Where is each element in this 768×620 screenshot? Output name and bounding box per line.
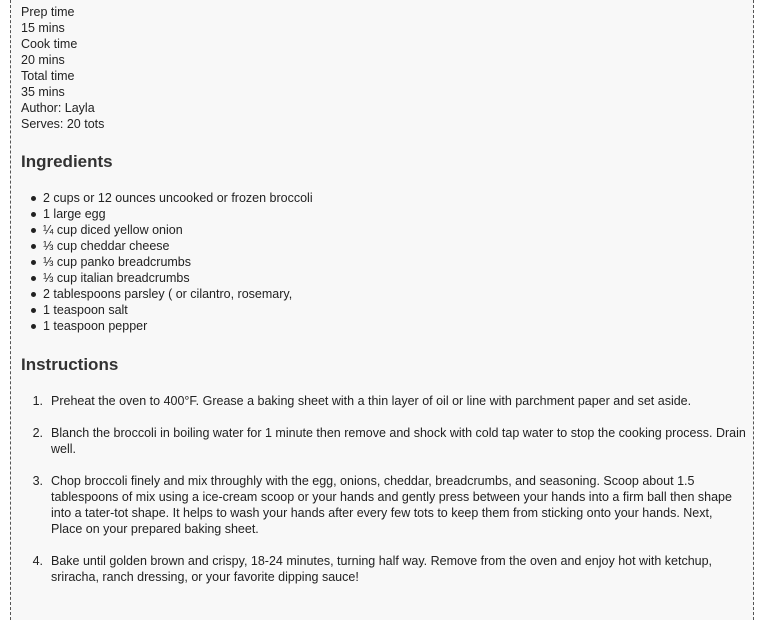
instruction-step [21,473,746,537]
step-text: Blanch the broccoli in boiling water for 1 minute then remove and shock with cold tap water to stop the cooking process. Drain well. [51,426,746,456]
ingredient-item [21,270,313,286]
ingredient-text: 1 large egg [43,207,106,221]
ingredient-item [21,206,313,222]
ingredient-text: 1 teaspoon pepper [43,319,148,333]
serves: Serves: 20 tots [21,117,105,131]
instruction-step [21,553,746,585]
bullet-icon [31,212,36,217]
instructions-list [21,393,746,601]
ingredient-item [21,190,313,206]
ingredient-item [21,318,313,334]
recipe-card [10,0,754,620]
step-number: 4. [32,554,43,568]
bullet-icon [31,244,36,249]
ingredient-text: ¼ cup diced yellow onion [43,223,183,237]
total-time-value: 35 mins [21,85,65,99]
ingredient-text: 2 cups or 12 ounces uncooked or frozen broccoli [43,191,313,205]
bullet-icon [31,196,36,201]
ingredient-text: ⅓ cup italian breadcrumbs [43,271,190,285]
cook-time-value: 20 mins [21,53,65,67]
ingredients-list [21,190,313,334]
step-text: Preheat the oven to 400°F. Grease a baking sheet with a thin layer of oil or line with parchment paper and set aside. [51,394,692,408]
step-number: 1. [32,394,43,408]
step-number: 3. [32,474,43,488]
ingredient-text: ⅓ cup panko breadcrumbs [43,255,192,269]
ingredients-heading: Ingredients [21,152,113,171]
cook-time-label: Cook time [21,37,78,51]
ingredient-item [21,286,313,302]
total-time-label: Total time [21,69,75,83]
prep-time-label: Prep time [21,5,75,19]
step-text: Bake until golden brown and crispy, 18-24 minutes, turning half way. Remove from the oven and enjoy hot with ketchup, sriracha, ranch dressing, or your favorite dipping sauce! [51,554,713,584]
prep-time-value: 15 mins [21,21,65,35]
ingredient-text: ⅓ cup cheddar cheese [43,239,170,253]
bullet-icon [31,260,36,265]
ingredient-item [21,302,313,318]
instructions-heading: Instructions [21,355,119,374]
bullet-icon [31,308,36,313]
ingredient-text: 2 tablespoons parsley ( or cilantro, rosemary, [43,287,293,301]
bullet-icon [31,276,36,281]
step-text: Chop broccoli finely and mix throughly with the egg, onions, cheddar, breadcrumbs, and seasoning. Scoop about 1.5 tablespoons of mix using a ice-cream scoop or your hands and gently press between your hands into a firm ball then shape into a tater-tot shape. It helps to wash your hands after every few tots to keep them from sticking onto your hands. Next, Place on your prepared baking sheet. [51,474,732,536]
author: Author: Layla [21,101,95,115]
recipe-meta [21,4,104,132]
instruction-step [21,425,746,457]
bullet-icon [31,292,36,297]
ingredient-item [21,238,313,254]
ingredient-item [21,222,313,238]
ingredient-item [21,254,313,270]
step-number: 2. [32,426,43,440]
ingredient-text: 1 teaspoon salt [43,303,128,317]
instruction-step [21,393,746,409]
bullet-icon [31,228,36,233]
bullet-icon [31,324,36,329]
